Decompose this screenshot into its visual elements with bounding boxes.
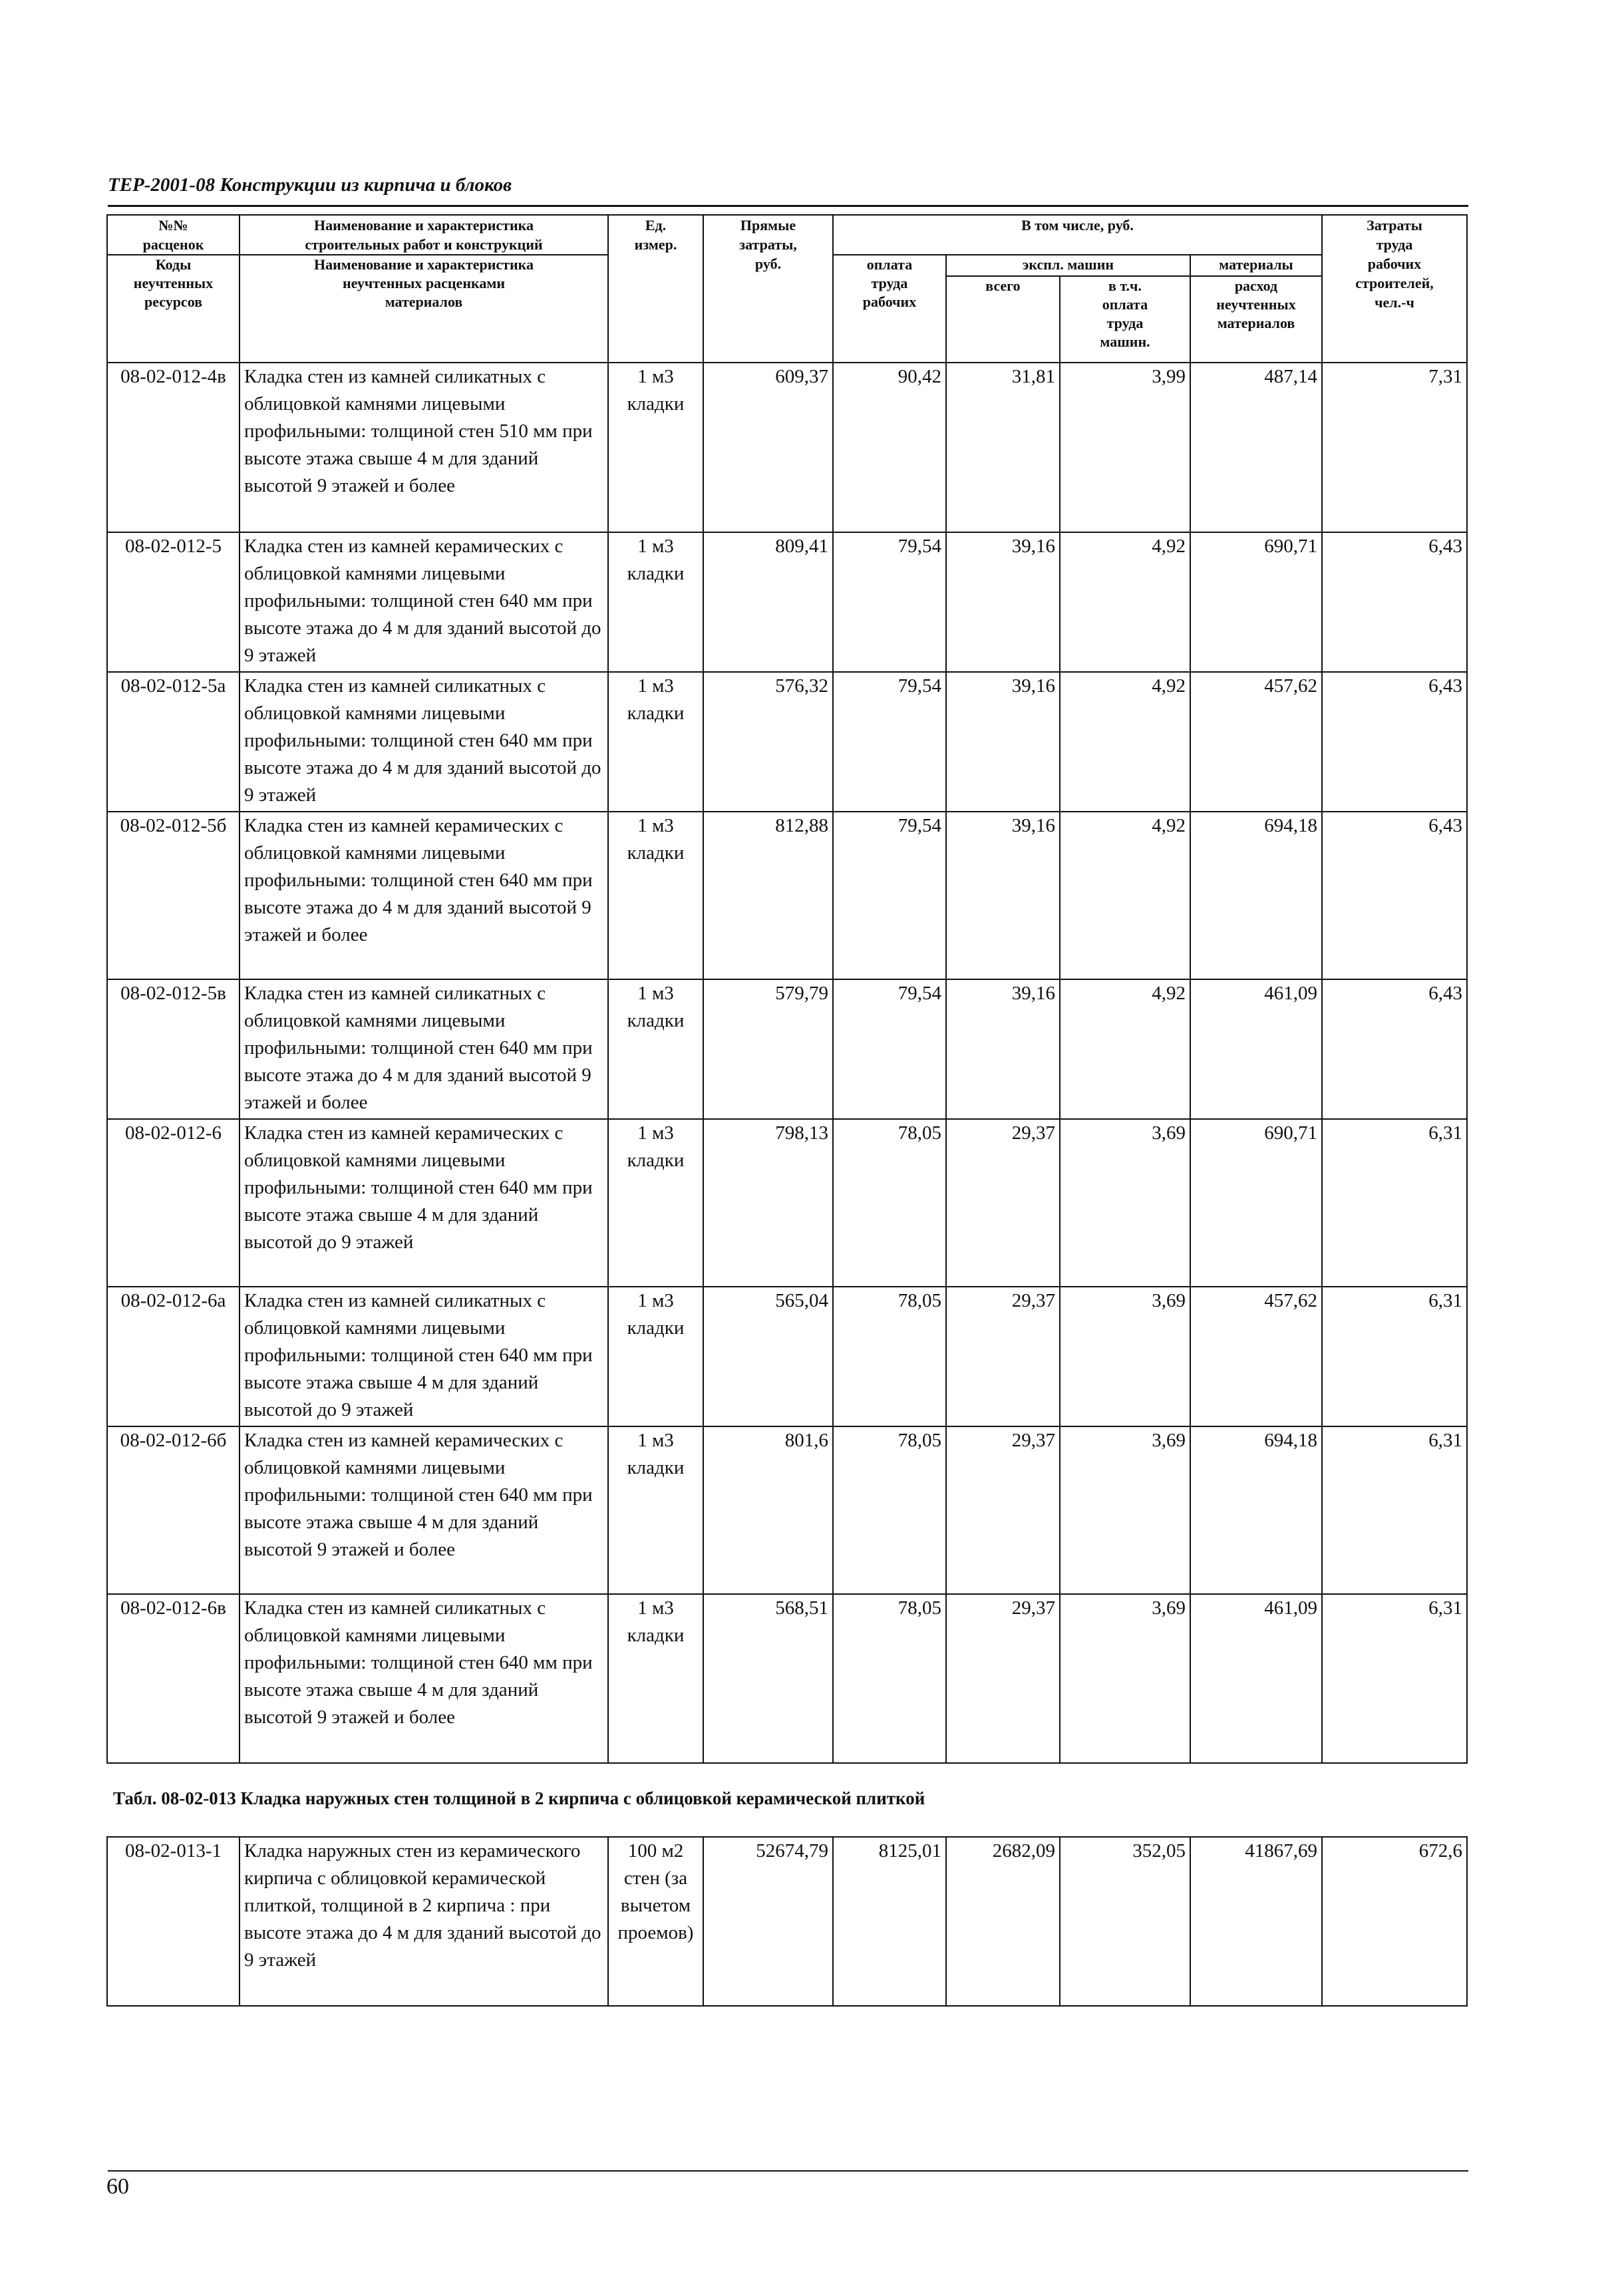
materials-cost-cell: 457,62 [1190, 1287, 1322, 1426]
machinist-wages-cell: 4,92 [1060, 979, 1190, 1119]
unit-of-measure-cell: 1 м3 кладки [608, 532, 703, 672]
table-row [107, 979, 1467, 1119]
table-row [107, 812, 1467, 979]
table-row [107, 532, 1467, 672]
header-divider [108, 205, 1468, 207]
unit-of-measure-cell: 1 м3 кладки [608, 672, 703, 812]
table-row [107, 1837, 1467, 2006]
labor-costs-cell: 7,31 [1322, 363, 1467, 532]
machine-operation-cell: 29,37 [946, 1594, 1060, 1763]
work-description-cell: Кладка стен из камней керамических с облицовкой камнями лицевыми профильными: толщиной стен 640 мм при высоте этажа свыше 4 м для зданий высотой 9 этажей и более [240, 1426, 608, 1594]
header-machines: экспл. машин [946, 255, 1190, 276]
machine-operation-cell: 2682,09 [946, 1837, 1060, 2006]
rate-code-cell: 08-02-012-4в [107, 363, 240, 532]
header-resource-codes: Коды неучтенных ресурсов [107, 255, 240, 363]
direct-costs-cell: 798,13 [703, 1119, 833, 1287]
unit-of-measure-cell: 1 м3 кладки [608, 1426, 703, 1594]
machinist-wages-cell: 4,92 [1060, 532, 1190, 672]
machinist-wages-cell: 4,92 [1060, 812, 1190, 979]
machinist-wages-cell: 3,99 [1060, 363, 1190, 532]
worker-wages-cell: 79,54 [833, 979, 946, 1119]
work-description-cell: Кладка стен из камней силикатных с облицовкой камнями лицевыми профильными: толщиной стен 640 мм при высоте этажа до 4 м для зданий высотой 9 этажей и более [240, 979, 608, 1119]
rate-code-cell: 08-02-012-5в [107, 979, 240, 1119]
labor-costs-cell: 6,43 [1322, 672, 1467, 812]
table-header [107, 215, 1467, 363]
rates-table-013 [106, 1836, 1468, 2007]
labor-costs-cell: 6,43 [1322, 532, 1467, 672]
machine-operation-cell: 39,16 [946, 979, 1060, 1119]
worker-wages-cell: 79,54 [833, 532, 946, 672]
materials-cost-cell: 690,71 [1190, 532, 1322, 672]
worker-wages-cell: 90,42 [833, 363, 946, 532]
labor-costs-cell: 6,31 [1322, 1119, 1467, 1287]
worker-wages-cell: 79,54 [833, 812, 946, 979]
machine-operation-cell: 29,37 [946, 1426, 1060, 1594]
header-name: Наименование и характеристика строительных работ и конструкций [240, 215, 608, 255]
work-description-cell: Кладка стен из камней силикатных с облицовкой камнями лицевыми профильными: толщиной стен 640 мм при высоте этажа свыше 4 м для зданий высотой 9 этажей и более [240, 1594, 608, 1763]
page-number: 60 [106, 2174, 129, 2199]
header-direct-costs: Прямые затраты, руб. [703, 215, 833, 363]
unit-of-measure-cell: 1 м3 кладки [608, 363, 703, 532]
header-wages: оплата труда рабочих [833, 255, 946, 363]
table-body [107, 363, 1467, 1763]
machine-operation-cell: 39,16 [946, 532, 1060, 672]
header-materials: материалы [1190, 255, 1322, 276]
work-description-cell: Кладка наружных стен из керамического кирпича с облицовкой керамической плиткой, толщиной в 2 кирпича : при высоте этажа до 4 м для зданий высотой до 9 этажей [240, 1837, 608, 2006]
rate-code-cell: 08-02-012-5а [107, 672, 240, 812]
header-including: В том числе, руб. [833, 215, 1322, 255]
header-code: №№ расценок [107, 215, 240, 255]
rate-code-cell: 08-02-012-6а [107, 1287, 240, 1426]
labor-costs-cell: 672,6 [1322, 1837, 1467, 2006]
header-machines-total: всего [946, 276, 1060, 363]
table-row [107, 1287, 1467, 1426]
materials-cost-cell: 690,71 [1190, 1119, 1322, 1287]
direct-costs-cell: 809,41 [703, 532, 833, 672]
unit-of-measure-cell: 1 м3 кладки [608, 1119, 703, 1287]
labor-costs-cell: 6,43 [1322, 812, 1467, 979]
labor-costs-cell: 6,31 [1322, 1426, 1467, 1594]
unit-of-measure-cell: 100 м2 стен (за вычетом проемов) [608, 1837, 703, 2006]
header-materials-name: Наименование и характеристика неучтенных расценками материалов [240, 255, 608, 363]
work-description-cell: Кладка стен из камней силикатных с облицовкой камнями лицевыми профильными: толщиной стен 640 мм при высоте этажа до 4 м для зданий высотой до 9 этажей [240, 672, 608, 812]
direct-costs-cell: 52674,79 [703, 1837, 833, 2006]
unit-of-measure-cell: 1 м3 кладки [608, 812, 703, 979]
work-description-cell: Кладка стен из камней силикатных с облицовкой камнями лицевыми профильными: толщиной стен 510 мм при высоте этажа свыше 4 м для зданий высотой 9 этажей и более [240, 363, 608, 532]
direct-costs-cell: 576,32 [703, 672, 833, 812]
machine-operation-cell: 39,16 [946, 672, 1060, 812]
work-description-cell: Кладка стен из камней силикатных с облицовкой камнями лицевыми профильными: толщиной стен 640 мм при высоте этажа свыше 4 м для зданий высотой до 9 этажей [240, 1287, 608, 1426]
footer-divider [108, 2170, 1468, 2172]
direct-costs-cell: 801,6 [703, 1426, 833, 1594]
machine-operation-cell: 29,37 [946, 1287, 1060, 1426]
work-description-cell: Кладка стен из камней керамических с облицовкой камнями лицевыми профильными: толщиной стен 640 мм при высоте этажа свыше 4 м для зданий высотой до 9 этажей [240, 1119, 608, 1287]
rates-table [106, 214, 1468, 1764]
materials-cost-cell: 487,14 [1190, 363, 1322, 532]
machinist-wages-cell: 3,69 [1060, 1594, 1190, 1763]
table-row [107, 363, 1467, 532]
header-labor: Затраты труда рабочих строителей, чел.-ч [1322, 215, 1467, 363]
direct-costs-cell: 609,37 [703, 363, 833, 532]
page-header: ТЕР-2001-08 Конструкции из кирпича и блоков [108, 174, 512, 196]
materials-cost-cell: 41867,69 [1190, 1837, 1322, 2006]
table-row [107, 1426, 1467, 1594]
rate-code-cell: 08-02-012-5 [107, 532, 240, 672]
materials-cost-cell: 457,62 [1190, 672, 1322, 812]
materials-cost-cell: 461,09 [1190, 1594, 1322, 1763]
materials-cost-cell: 694,18 [1190, 812, 1322, 979]
labor-costs-cell: 6,31 [1322, 1594, 1467, 1763]
machinist-wages-cell: 352,05 [1060, 1837, 1190, 2006]
rate-code-cell: 08-02-012-6 [107, 1119, 240, 1287]
work-description-cell: Кладка стен из камней керамических с облицовкой камнями лицевыми профильными: толщиной стен 640 мм при высоте этажа до 4 м для зданий высотой до 9 этажей [240, 532, 608, 672]
machine-operation-cell: 31,81 [946, 363, 1060, 532]
unit-of-measure-cell: 1 м3 кладки [608, 979, 703, 1119]
rate-code-cell: 08-02-012-6б [107, 1426, 240, 1594]
machine-operation-cell: 29,37 [946, 1119, 1060, 1287]
header-unit: Ед. измер. [608, 215, 703, 363]
rate-code-cell: 08-02-012-6в [107, 1594, 240, 1763]
direct-costs-cell: 812,88 [703, 812, 833, 979]
unit-of-measure-cell: 1 м3 кладки [608, 1594, 703, 1763]
direct-costs-cell: 565,04 [703, 1287, 833, 1426]
labor-costs-cell: 6,31 [1322, 1287, 1467, 1426]
direct-costs-cell: 568,51 [703, 1594, 833, 1763]
materials-cost-cell: 461,09 [1190, 979, 1322, 1119]
header-materials-consumption: расход неучтенных материалов [1190, 276, 1322, 363]
table-row [107, 1594, 1467, 1763]
rate-code-cell: 08-02-012-5б [107, 812, 240, 979]
table-caption: Табл. 08-02-013 Кладка наружных стен толщиной в 2 кирпича с облицовкой керамической плиткой [113, 1788, 925, 1808]
machinist-wages-cell: 4,92 [1060, 672, 1190, 812]
table-body-013 [107, 1837, 1467, 2006]
work-description-cell: Кладка стен из камней керамических с облицовкой камнями лицевыми профильными: толщиной стен 640 мм при высоте этажа до 4 м для зданий высотой 9 этажей и более [240, 812, 608, 979]
worker-wages-cell: 79,54 [833, 672, 946, 812]
unit-of-measure-cell: 1 м3 кладки [608, 1287, 703, 1426]
worker-wages-cell: 78,05 [833, 1594, 946, 1763]
machine-operation-cell: 39,16 [946, 812, 1060, 979]
table-row [107, 1119, 1467, 1287]
table-row [107, 672, 1467, 812]
header-machinist-wages: в т.ч. оплата труда машин. [1060, 276, 1190, 363]
worker-wages-cell: 8125,01 [833, 1837, 946, 2006]
machinist-wages-cell: 3,69 [1060, 1119, 1190, 1287]
direct-costs-cell: 579,79 [703, 979, 833, 1119]
machinist-wages-cell: 3,69 [1060, 1287, 1190, 1426]
worker-wages-cell: 78,05 [833, 1119, 946, 1287]
rate-code-cell: 08-02-013-1 [107, 1837, 240, 2006]
worker-wages-cell: 78,05 [833, 1287, 946, 1426]
machinist-wages-cell: 3,69 [1060, 1426, 1190, 1594]
materials-cost-cell: 694,18 [1190, 1426, 1322, 1594]
labor-costs-cell: 6,43 [1322, 979, 1467, 1119]
worker-wages-cell: 78,05 [833, 1426, 946, 1594]
